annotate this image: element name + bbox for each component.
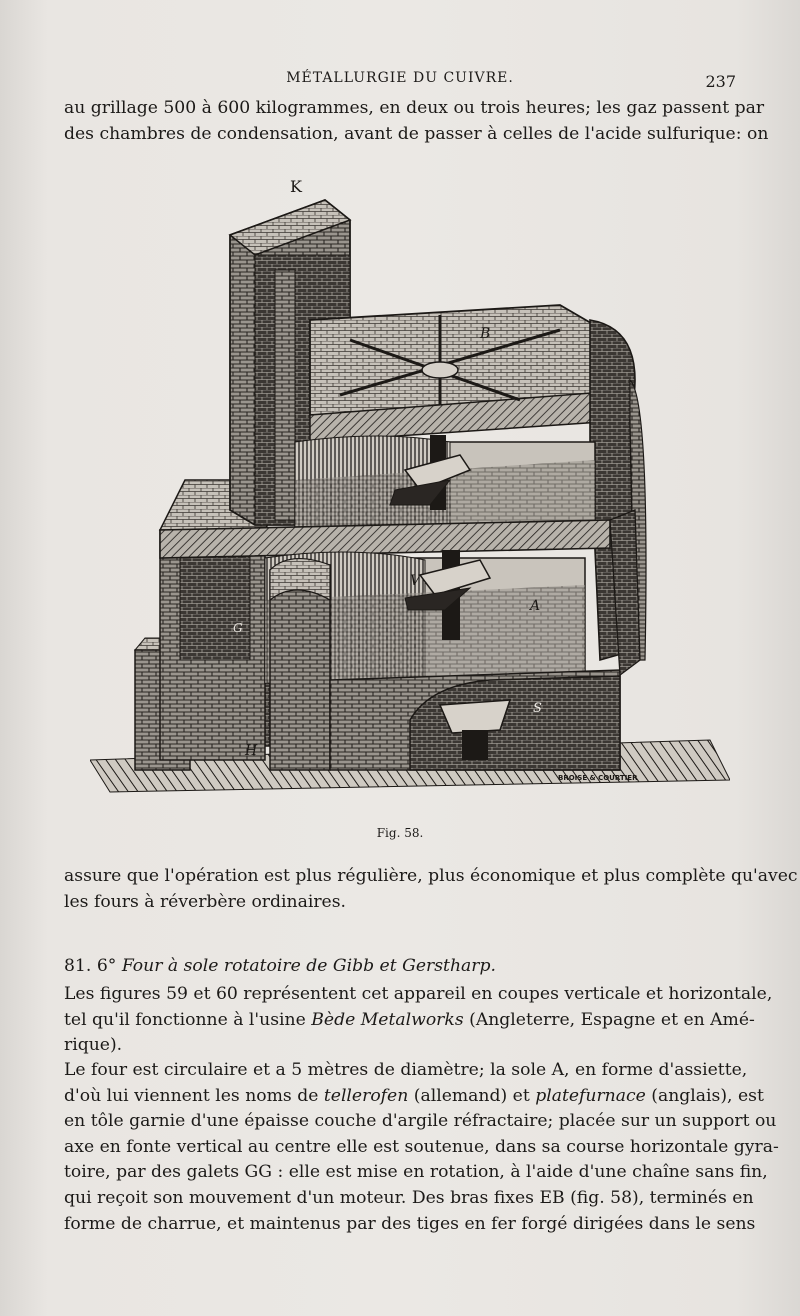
page-number: 237: [705, 72, 736, 91]
text-segment: (allemand) et: [413, 1085, 530, 1106]
german-term: tellerofen: [323, 1085, 409, 1106]
section-heading: [64, 954, 736, 979]
top-paragraph: [64, 96, 769, 147]
paragraph-figures: [64, 982, 773, 1059]
label-k: K: [290, 180, 302, 196]
running-head: [60, 68, 740, 90]
text-line: en tôle garnie d'une épaisse couche d'argile réfractaire; placée sur un support ou: [64, 1111, 777, 1132]
text-line: axe en fonte vertical au centre elle est soutenue, dans sa course horizontale gyra-: [64, 1136, 779, 1157]
text-line: des chambres de condensation, avant de passer à celles de l'acide sulfurique: on: [64, 123, 769, 144]
text-segment: (Angleterre, Espagne et en Amé-: [469, 1009, 755, 1030]
text-line: toire, par des galets GG : elle est mise en rotation, à l'aide d'une chaîne sans fin,: [64, 1162, 768, 1183]
label-h: H: [245, 743, 258, 759]
label-s: S: [533, 701, 542, 716]
text-line: qui reçoit son mouvement d'un moteur. Des bras fixes EB (fig. 58), terminés en: [64, 1187, 754, 1208]
label-v: V: [410, 573, 421, 589]
figure-caption: Fig. 58.: [376, 826, 424, 840]
text-segment: (anglais), est: [651, 1085, 764, 1106]
paragraph-description: [64, 1058, 779, 1237]
text-segment: d'où lui viennent les noms de: [64, 1085, 319, 1106]
section-ordinal: 6°: [96, 956, 117, 976]
running-title: MÉTALLURGIE DU CUIVRE.: [286, 70, 514, 86]
label-g: G: [233, 621, 243, 635]
text-line: au grillage 500 à 600 kilogrammes, en deux ou trois heures; les gaz passent par: [64, 98, 765, 118]
factory-name: Bède Metalworks: [311, 1009, 464, 1030]
english-term: platefurnace: [535, 1085, 646, 1106]
section-title: Four à sole rotatoire de Gibb et Gerstharp.: [121, 956, 496, 976]
text-line: [64, 1008, 755, 1034]
text-line: forme de charrue, et maintenus par des tiges en fer forgé dirigées dans le sens: [64, 1213, 756, 1234]
text-line: les fours à réverbère ordinaires.: [64, 891, 346, 912]
label-a: A: [530, 598, 541, 614]
engraver-signature: BROISE & COURTIER: [558, 774, 638, 782]
text-line: Les figures 59 et 60 représentent cet appareil en coupes verticale et horizontale,: [64, 984, 773, 1004]
furnace-engraving: [90, 180, 730, 800]
after-figure-paragraph: [64, 864, 798, 915]
text-line: assure que l'opération est plus régulière, plus économique et plus complète qu'avec: [64, 866, 798, 886]
text-line: rique).: [64, 1035, 123, 1056]
label-b: B: [480, 326, 491, 342]
text-line: Le four est circulaire et a 5 mètres de diamètre; la sole A, en forme d'assiette,: [64, 1060, 748, 1080]
text-line: [64, 1084, 764, 1110]
text-segment: tel qu'il fonctionne à l'usine: [64, 1009, 306, 1030]
section-number: 81.: [64, 956, 92, 976]
